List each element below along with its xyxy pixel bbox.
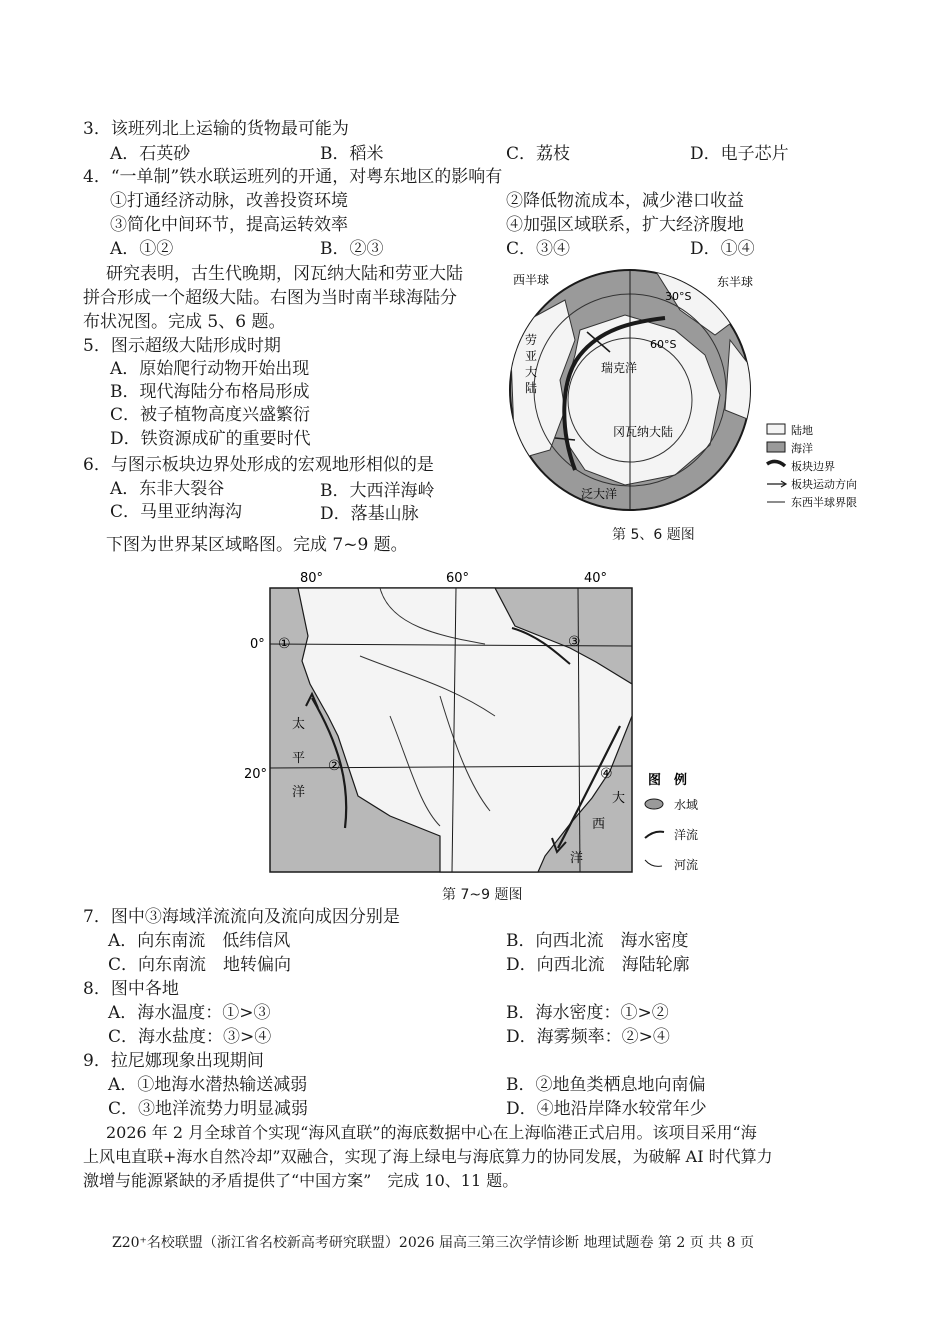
q4-stem: 4．“一单制”铁水联运班列的开通，对粤东地区的影响有 [83,167,503,187]
legend-river-swatch [645,860,662,866]
intro56-line2: 拼合形成一个超级大陆。右图为当时南半球海陆分 [83,288,457,308]
legend-divider-label: 东西半球界限 [791,496,857,509]
legend-ocean-label: 海洋 [791,442,813,455]
label-gondwana: 冈瓦纳大陆 [613,425,674,439]
label-atlantic-2: 西 [592,817,606,832]
q6-option-b: B．大西洋海岭 [320,481,435,501]
q3-stem: 3．该班列北上运输的货物最可能为 [83,119,349,139]
intro1011-line3: 激增与能源紧缺的矛盾提供了“中国方案” 完成 10、11 题。 [83,1171,519,1190]
figure-5-6-legend [767,423,857,509]
q9-option-a: A．①地海水潜热输送减弱 [108,1075,308,1095]
label-atlantic-3: 洋 [570,851,584,866]
legend-boundary-label: 板块边界 [791,460,835,473]
q8-option-c: C．海水盐度：③>④ [108,1027,272,1047]
q5-stem: 5．图示超级大陆形成时期 [83,336,281,356]
intro79: 下图为世界某区域略图。完成 7~9 题。 [106,535,408,555]
q9-option-d: D．④地沿岸降水较常年少 [506,1099,707,1119]
q3-option-b: B．稻米 [320,144,384,164]
q9-option-b: B．②地鱼类栖息地向南偏 [506,1075,706,1095]
legend-water-label: 水域 [674,798,699,812]
marker-2: ② [328,758,341,774]
label-laurasia-4: 陆 [525,381,538,395]
figure-7-9-legend [645,772,698,872]
q4-statement-2: ②降低物流成本，减少港口收益 [506,191,744,211]
label-lon-40: 40° [584,571,608,586]
legend-current-swatch [645,832,664,838]
q6-stem: 6．与图示板块边界处形成的宏观地形相似的是 [83,455,434,475]
marker-1: ① [278,636,291,652]
q6-option-d: D．落基山脉 [320,504,419,524]
q9-option-c: C．③地洋流势力明显减弱 [108,1099,309,1119]
marker-4: ④ [600,766,613,782]
q7-stem: 7．图中③海域洋流流向及流向成因分别是 [83,907,400,927]
figure-5-6-caption: 第 5、6 题图 [612,527,695,543]
q7-option-a: A．向东南流 低纬信风 [108,931,291,951]
q8-option-b: B．海水密度：①>② [506,1003,669,1023]
q5-option-d: D．铁资源成矿的重要时代 [110,429,311,449]
figure-7-9-caption: 第 7~9 题图 [442,887,523,903]
label-laurasia-2: 亚 [525,349,538,363]
q4-statement-1: ①打通经济动脉，改善投资环境 [110,191,348,211]
q4-option-c: C．③④ [506,239,571,259]
q6-option-a: A．东非大裂谷 [110,479,225,499]
label-pacific-1: 太 [292,717,306,732]
legend-current-label: 洋流 [674,828,699,842]
q6-option-c: C．马里亚纳海沟 [110,502,243,522]
q7-option-c: C．向东南流 地转偏向 [108,955,292,975]
intro1011-line1: 2026 年 2 月全球首个实现“海风直联”的海底数据中心在上海临港正式启用。该项目采用“海 [106,1123,757,1142]
label-rheic-ocean: 瑞克洋 [601,361,638,375]
label-lat-20: 20° [244,767,268,782]
q4-option-b: B．②③ [320,239,384,259]
figure-5-6-map [505,260,885,525]
q5-option-c: C．被子植物高度兴盛繁衍 [110,405,311,425]
label-atlantic-1: 大 [612,791,626,806]
marker-3: ③ [568,634,581,650]
label-lon-60: 60° [446,571,470,586]
label-lat-30s: 30°S [665,290,692,303]
legend-title: 图 例 [648,773,688,788]
q3-option-d: D．电子芯片 [690,144,789,164]
q8-stem: 8．图中各地 [83,979,179,999]
label-lat-60s: 60°S [650,338,677,351]
q4-option-d: D．①④ [690,239,755,259]
intro56-line1: 研究表明，古生代晚期，冈瓦纳大陆和劳亚大陆 [106,264,463,284]
q8-option-a: A．海水温度：①>③ [108,1003,271,1023]
q4-statement-3: ③简化中间环节，提高运转效率 [110,215,348,235]
q7-option-b: B．向西北流 海水密度 [506,931,689,951]
legend-motion-label: 板块运动方向 [791,478,857,491]
label-panthalassa: 泛大洋 [581,487,618,501]
q5-option-b: B．现代海陆分布格局形成 [110,382,310,402]
q3-option-c: C．荔枝 [506,144,571,164]
label-west-hemisphere: 西半球 [513,273,550,287]
legend-ocean-swatch [767,442,785,452]
q5-option-a: A．原始爬行动物开始出现 [110,359,310,379]
legend-river-label: 河流 [674,858,699,872]
label-lon-80: 80° [300,571,324,586]
legend-land-label: 陆地 [791,424,813,437]
label-pacific-3: 洋 [292,785,306,800]
q4-option-a: A．①② [110,239,174,259]
legend-water-swatch [645,799,663,809]
label-pacific-2: 平 [292,751,306,766]
page-footer: Z20⁺名校联盟（浙江省名校新高考研究联盟）2026 届高三第三次学情诊断 地理试题卷 第 2 页 共 8 页 [112,1235,754,1251]
q4-statement-4: ④加强区域联系，扩大经济腹地 [506,215,744,235]
q9-stem: 9．拉尼娜现象出现期间 [83,1051,264,1071]
intro56-line3: 布状况图。完成 5、6 题。 [83,312,286,332]
figure-7-9-map [240,566,720,886]
label-laurasia-1: 劳 [525,333,538,347]
q7-option-d: D．向西北流 海陆轮廓 [506,955,690,975]
label-east-hemisphere: 东半球 [717,275,754,289]
legend-land-swatch [767,424,785,434]
label-laurasia-3: 大 [525,365,538,379]
legend-boundary-swatch [767,461,785,466]
q8-option-d: D．海雾频率：②>④ [506,1027,670,1047]
intro1011-line2: 上风电直联+海水自然冷却”双融合，实现了海上绿电与海底算力的协同发展，为破解 AI 时代算力 [83,1147,773,1166]
label-lat-0: 0° [250,637,265,652]
q3-option-a: A．石英砂 [110,144,191,164]
